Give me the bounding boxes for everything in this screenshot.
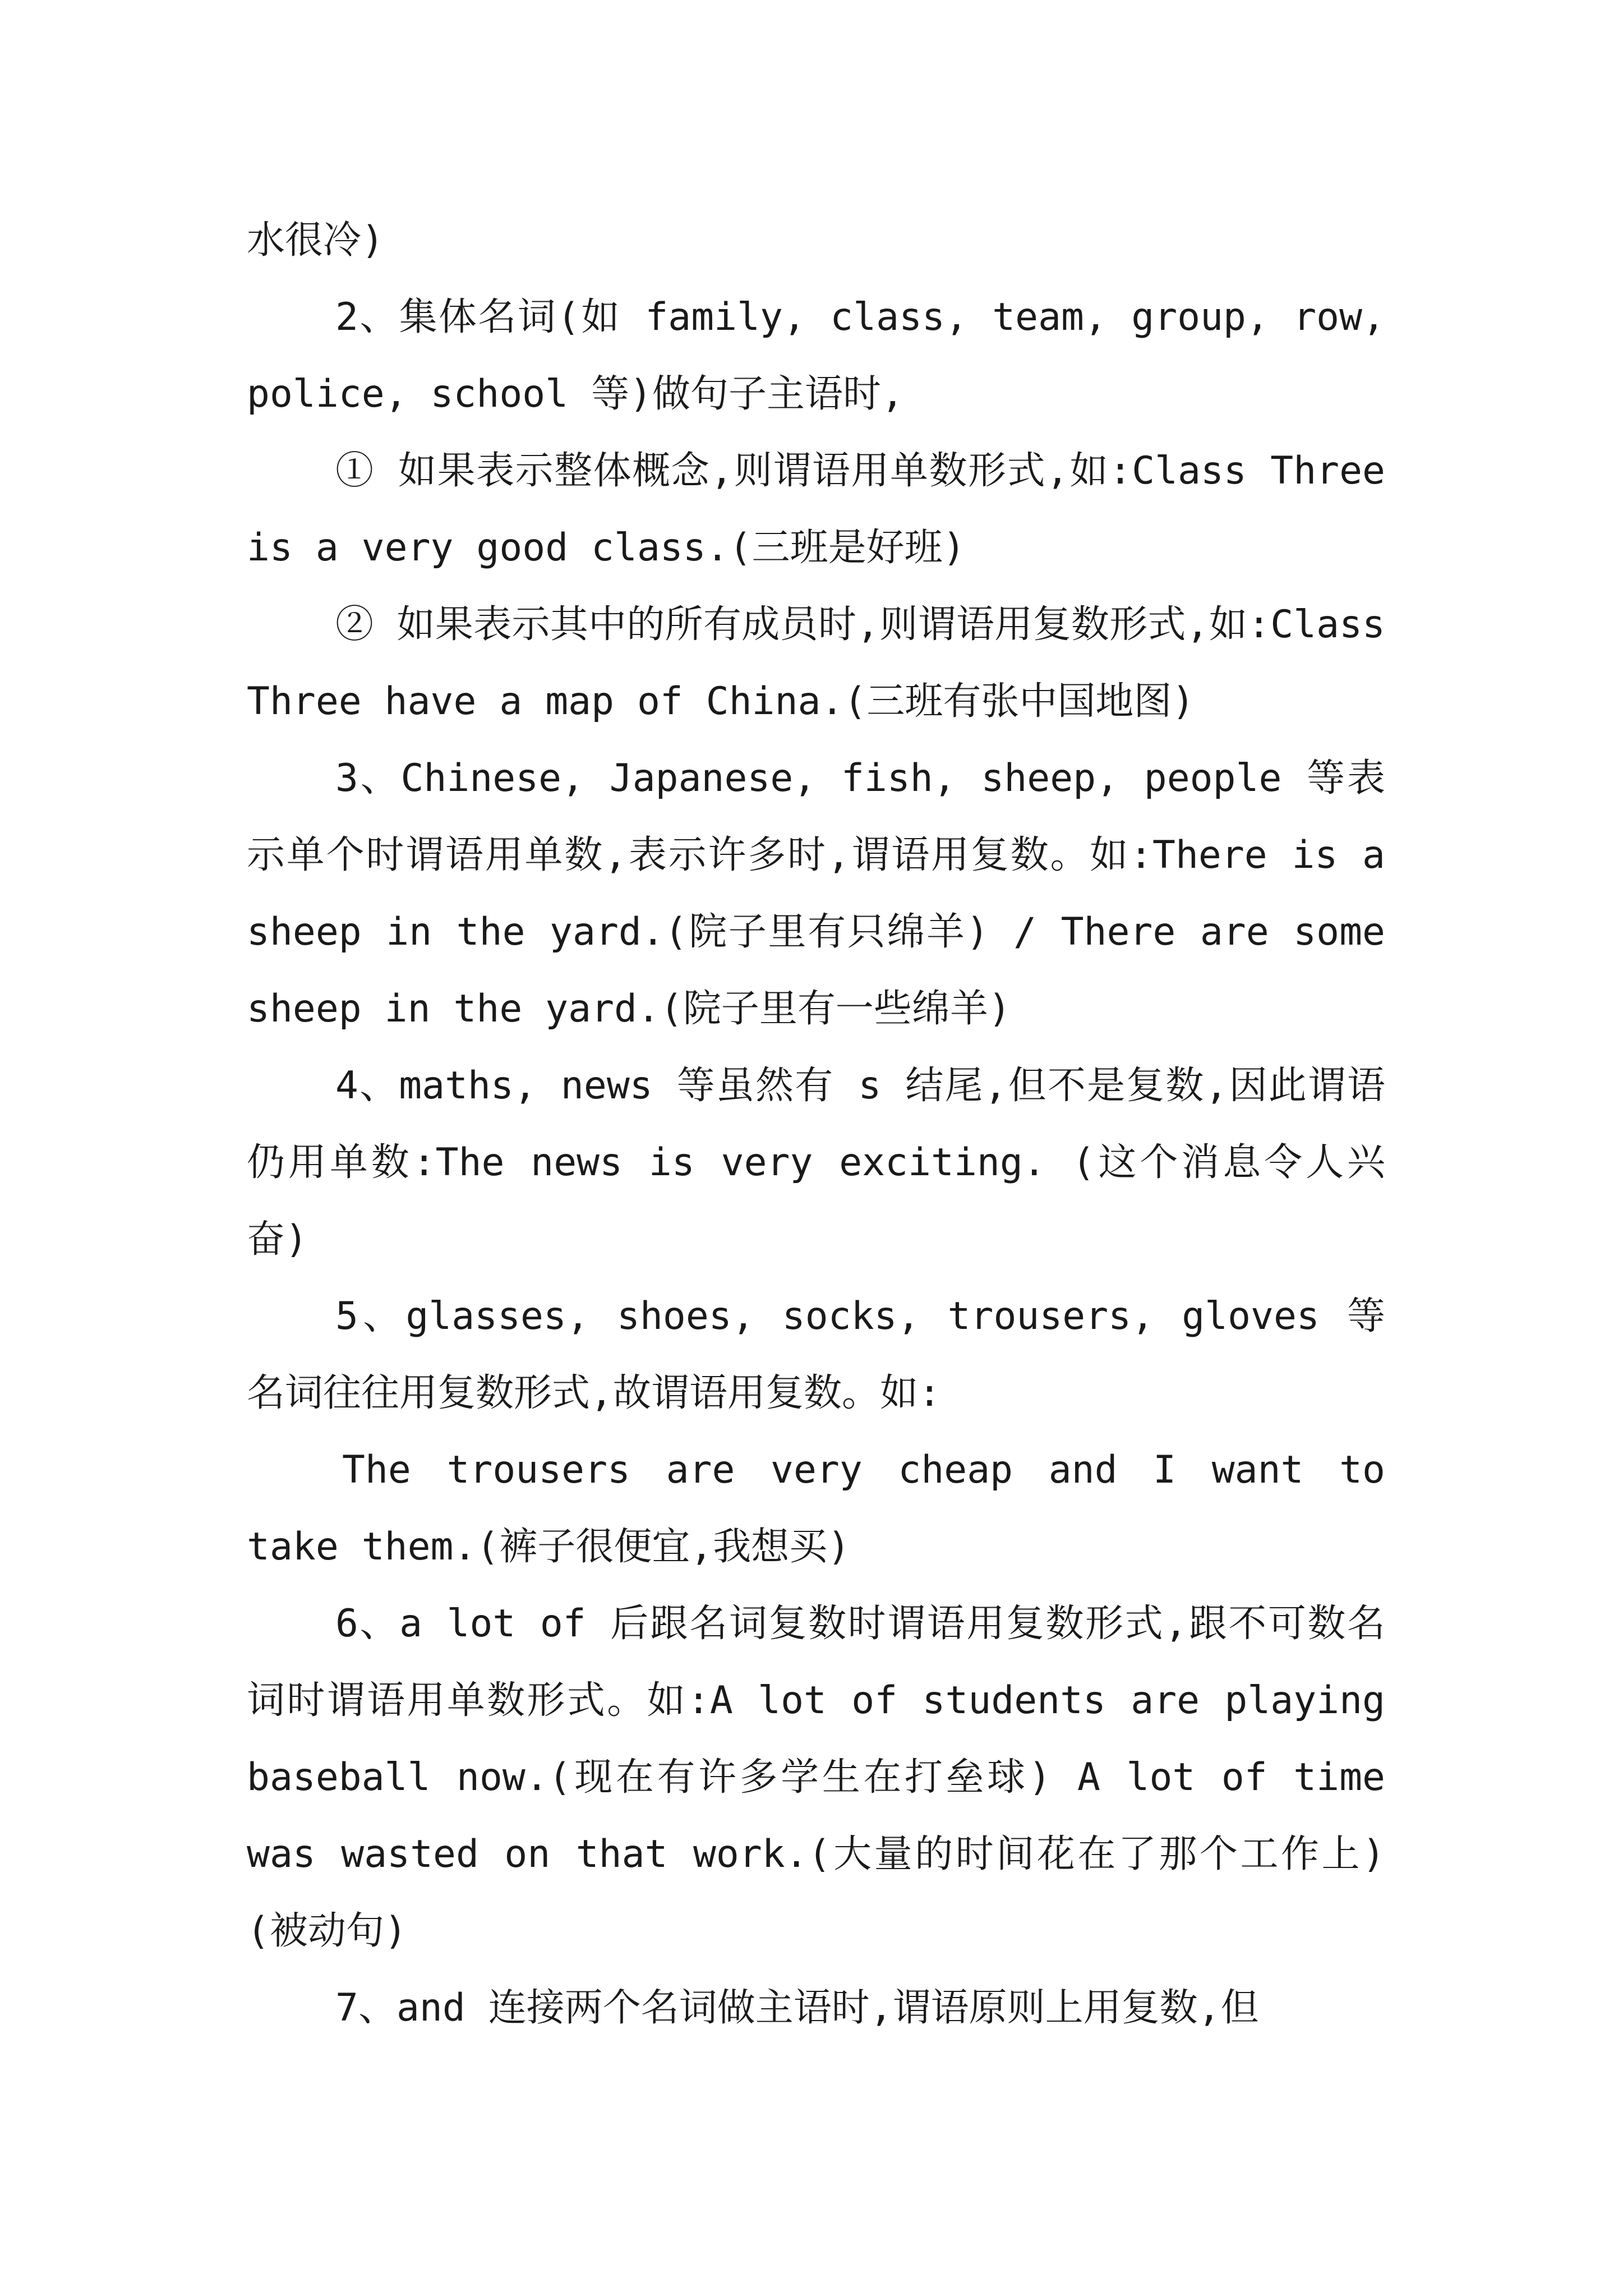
paragraph-rule-5: 5、glasses, shoes, socks, trousers, gloves 等名词往往用复数形式,故谓语用复数。如:: [247, 1294, 1385, 1415]
paragraph-rule-4: 4、maths, news 等虽然有 s 结尾,但不是复数,因此谓语仍用单数:The news is very exciting. (这个消息令人兴奋): [247, 1064, 1385, 1262]
paragraph-rule-2-case-2: ② 如果表示其中的所有成员时,则谓语用复数形式,如:Class Three have a map of China.(三班有张中国地图): [247, 602, 1385, 724]
document-page: [247, 202, 1385, 2046]
paragraph-rule-5-example: The trousers are very cheap and I want to take them.(裤子很便宜,我想买): [247, 1448, 1385, 1569]
paragraph-rule-6: 6、a lot of 后跟名词复数时谓语用复数形式,跟不可数名词时谓语用单数形式。如:A lot of students are playing baseball now.(现在有许多学生在打垒球) A lot of time was wasted on that work.(大量的时间花在了那个工作上)(被动句): [247, 1602, 1385, 1953]
paragraph-rule-2: 2、集体名词(如 family, class, team, group, row, police, school 等)做句子主语时,: [247, 295, 1385, 416]
paragraph-rule-7: 7、and 连接两个名词做主语时,谓语原则上用复数,但: [335, 1986, 1259, 2030]
paragraph-rule-2-case-1: ① 如果表示整体概念,则谓语用单数形式,如:Class Three is a very good class.(三班是好班): [247, 449, 1385, 570]
paragraph-continuation: 水很冷): [247, 218, 384, 263]
paragraph-rule-3: 3、Chinese, Japanese, fish, sheep, people 等表示单个时谓语用单数,表示许多时,谓语用复数。如:There is a sheep in the yard.(院子里有只绵羊) / There are some sheep in the yard.(院子里有一些绵羊): [247, 756, 1385, 1031]
